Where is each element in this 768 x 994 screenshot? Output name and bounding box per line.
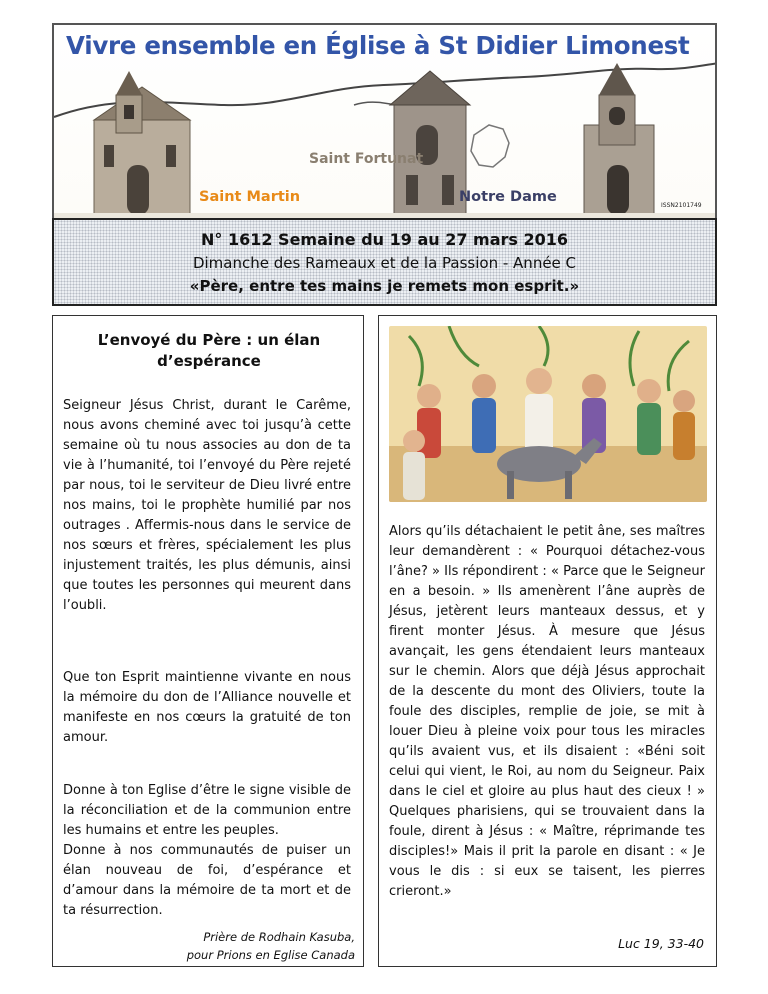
gospel-reference: Luc 19, 33-40 <box>618 936 704 951</box>
prayer-title: L’envoyé du Père : un élan d’espérance <box>97 331 321 370</box>
issn-stamp: ISSN2101749 <box>661 202 702 209</box>
prayer-paragraph: Donne à nos communautés de puiser un élan nouveau de foi, d’espérance et d’amour dans la mémoire de ta mort et de ta résurrection. <box>63 843 351 918</box>
issue-box <box>52 218 717 306</box>
issue-number: N° 1612 Semaine du 19 au 27 mars 2016 <box>200 230 569 249</box>
palm-sunday-illustration <box>389 326 707 502</box>
label-notre-dame: Notre Dame <box>459 189 557 205</box>
credit-line-1: Prière de Rodhain Kasuba, <box>203 930 355 944</box>
credit-line-2: pour Prions en Eglise Canada <box>186 948 355 962</box>
liturgical-day: Dimanche des Rameaux et de la Passion - Année C <box>192 254 577 272</box>
saint-fortunat-church <box>390 71 470 215</box>
saint-martin-church <box>94 71 190 215</box>
header-banner <box>52 23 717 220</box>
prayer-paragraph: Donne à ton Eglise d’être le signe visible de la réconciliation et de la communion entre les humains et entre les peuples. <box>63 783 351 838</box>
prayer-paragraph: Que ton Esprit maintienne vivante en nous la mémoire du don de l’Alliance nouvelle et manifeste en nos cœurs la gratuité de ton amour. <box>63 670 351 745</box>
label-saint-martin: Saint Martin <box>199 189 301 205</box>
notre-dame-church <box>584 63 654 215</box>
prayer-column <box>52 315 364 967</box>
issue-quote: «Père, entre tes mains je remets mon esprit.» <box>189 277 580 295</box>
gospel-text: Alors qu’ils détachaient le petit âne, ses maîtres leur demandèrent : « Pourquoi détachez-vous l’âne? » Ils répondirent : « Parce que le Seigneur en a besoin. » Ils amenèrent l’âne auprès de Jésus, jetèrent leurs manteaux dessus, et y firent monter Jésus. À mesure que Jésus avançait, les gens étendaient leurs manteaux sur le chemin. Alors que déjà Jésus approchait de la descente du mont des Oliviers, toute la foule des disciples, remplie de joie, se mit à louer Dieu à pleine voix pour tous les miracles qu’ils avaient vus, et ils disaient : «Béni soit celui qui vient, le Roi, au nom du Seigneur. Paix dans le ciel et gloire au plus haut des cieux ! » Quelques pharisiens, qui se trouvaient dans la foule, dirent à Jésus : « Maître, réprimande tes disciples!» Mais il prit la parole en disant : « Je vous le dis : si eux se taisent, les pierres crieront.» <box>389 524 705 899</box>
banner-title: Vivre ensemble en Église à St Didier Limonest <box>66 31 690 60</box>
prayer-credit <box>187 928 355 964</box>
prayer-paragraph: Seigneur Jésus Christ, durant le Carême, nous avons cheminé avec toi jusqu’à cette semaine où tu nous associes au don de ta vie à l’humanité, toi l’envoyé du Père rejeté par nous, toi le serviteur de Dieu livré entre nos mains, toi le prophète humilié par nos outrages . Affermis-nous dans le service de nos sœurs et frères, spécialement les plus injustement traités, les plus démunis, ainsi que toutes les personnes qui meurent dans l’oubli. <box>63 398 351 613</box>
label-saint-fortunat: Saint Fortunat <box>309 151 424 167</box>
gospel-column <box>378 315 717 967</box>
